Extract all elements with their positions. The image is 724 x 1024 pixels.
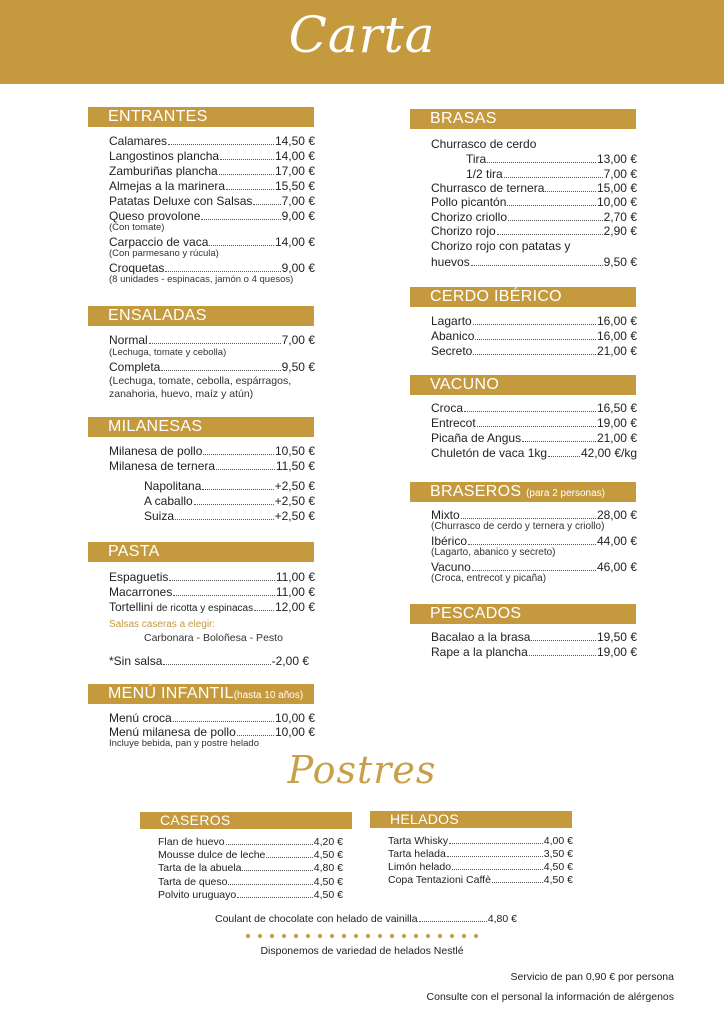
section-header-helados: HELADOS [370,811,572,828]
menu-item: Milanesa de ternera 11,50 € [109,459,315,473]
section-header-entrantes: ENTRANTES [88,107,314,127]
allergens-note: Consulte con el personal la información de alérgenos [426,991,674,1003]
item-note: zanahoria, huevo, maíz y atún) [109,388,254,400]
menu-item: Chorizo rojo 2,90 € [431,224,637,238]
menu-extra: Suiza +2,50 € [144,509,315,523]
menu-item: Abanico 16,00 € [431,329,637,343]
dessert-item: Copa Tentazioni Caffè 4,50 € [388,874,573,886]
dessert-item: Mousse dulce de leche 4,50 € [158,849,343,861]
menu-item: Croquetas 9,00 € [109,261,315,275]
sauces-list: Carbonara - Boloñesa - Pesto [144,632,283,644]
dessert-item: Flan de huevo 4,20 € [158,836,343,848]
menu-item: Espaguetis 11,00 € [109,570,315,584]
menu-item: Calamares 14,50 € [109,134,315,148]
menu-item: Chorizo criollo 2,70 € [431,210,637,224]
menu-item: Croca 16,50 € [431,401,637,415]
dotted-divider [246,934,478,938]
section-header-braseros: BRASEROS (para 2 personas) [410,482,636,502]
dessert-item: Polvito uruguayo 4,50 € [158,889,343,901]
dessert-item: Tarta helada 3,50 € [388,848,573,860]
item-note: (Con tomate) [109,222,165,233]
menu-item: Picaña de Angus 21,00 € [431,431,637,445]
section-header-brasas: BRASAS [410,109,636,129]
ice-cream-note: Disponemos de variedad de helados Nestlé [260,945,464,957]
menu-item: Churrasco de ternera 15,00 € [431,181,637,195]
desserts-title: Postres [287,748,437,792]
menu-item: Menú croca 10,00 € [109,711,315,725]
section-header-vacuno: VACUNO [410,375,636,395]
menu-item: *Sin salsa -2,00 € [109,654,309,668]
menu-item: Lagarto 16,00 € [431,314,637,328]
item-note: (Churrasco de cerdo y ternera y criollo) [431,521,605,532]
section-header-milanesas: MILANESAS [88,417,314,437]
item-note: (Croca, entrecot y picaña) [431,573,547,584]
item-note: (Con parmesano y rúcula) [109,248,219,259]
menu-item: Bacalao a la brasa 19,50 € [431,630,637,644]
menu-item: Patatas Deluxe con Salsas 7,00 € [109,194,315,208]
sauces-label: Salsas caseras a elegir: [109,619,216,630]
menu-item: Almejas a la marinera 15,50 € [109,179,315,193]
menu-item: Langostinos plancha 14,00 € [109,149,315,163]
section-header-ensaladas: ENSALADAS [88,306,314,326]
churrasco-label: Churrasco de cerdo [431,137,537,151]
dessert-item: Tarta de la abuela 4,80 € [158,862,343,874]
bread-service-note: Servicio de pan 0,90 € por persona [510,971,674,983]
menu-item: Secreto 21,00 € [431,344,637,358]
menu-item: Macarrones 11,00 € [109,585,315,599]
menu-extra: A caballo +2,50 € [144,494,315,508]
section-header-cerdo: CERDO IBÉRICO [410,287,636,307]
section-header-infantil: MENÚ INFANTIL(hasta 10 años) [88,684,314,704]
menu-item: huevos 9,50 € [431,255,637,269]
menu-item: Queso provolone 9,00 € [109,209,315,223]
menu-item: Tortellini de ricotta y espinacas 12,00 € [109,600,315,614]
menu-item: Menú milanesa de pollo 10,00 € [109,725,315,739]
item-note: (8 unidades - espinacas, jamón o 4 quesos) [109,274,294,285]
dessert-item: Limón helado 4,50 € [388,861,573,873]
menu-item: Tira 13,00 € [466,152,637,166]
menu-item: 1/2 tira 7,00 € [466,167,637,181]
menu-item: Normal 7,00 € [109,333,315,347]
section-header-pasta: PASTA [88,542,314,562]
dessert-item: Tarta Whisky 4,00 € [388,835,573,847]
item-note: (Lechuga, tomate, cebolla, espárragos, [109,375,292,387]
menu-extra: Napolitana +2,50 € [144,479,315,493]
menu-title: Carta [288,6,436,64]
section-header-pescados: PESCADOS [410,604,636,624]
menu-item: Vacuno 46,00 € [431,560,637,574]
dessert-item: Tarta de queso 4,50 € [158,876,343,888]
coulant-item: Coulant de chocolate con helado de vainilla 4,80 € [215,913,517,925]
menu-item: Ibérico 44,00 € [431,534,637,548]
menu-item: Mixto 28,00 € [431,508,637,522]
menu-item: Entrecot 19,00 € [431,416,637,430]
menu-item: Pollo picantón 10,00 € [431,195,637,209]
menu-item: Rape a la plancha 19,00 € [431,645,637,659]
menu-item: Milanesa de pollo 10,50 € [109,444,315,458]
menu-item: Completa 9,50 € [109,360,315,374]
menu-item: Chuletón de vaca 1kg 42,00 €/kg [431,446,637,460]
item-note: (Lechuga, tomate y cebolla) [109,347,227,358]
section-header-caseros: CASEROS [140,812,352,829]
item-note: (Lagarto, abanico y secreto) [431,547,556,558]
menu-item: Carpaccio de vaca 14,00 € [109,235,315,249]
menu-item-line: Chorizo rojo con patatas y [431,239,571,253]
menu-item: Zamburiñas plancha 17,00 € [109,164,315,178]
infantil-note: Incluye bebida, pan y postre helado [109,738,259,749]
